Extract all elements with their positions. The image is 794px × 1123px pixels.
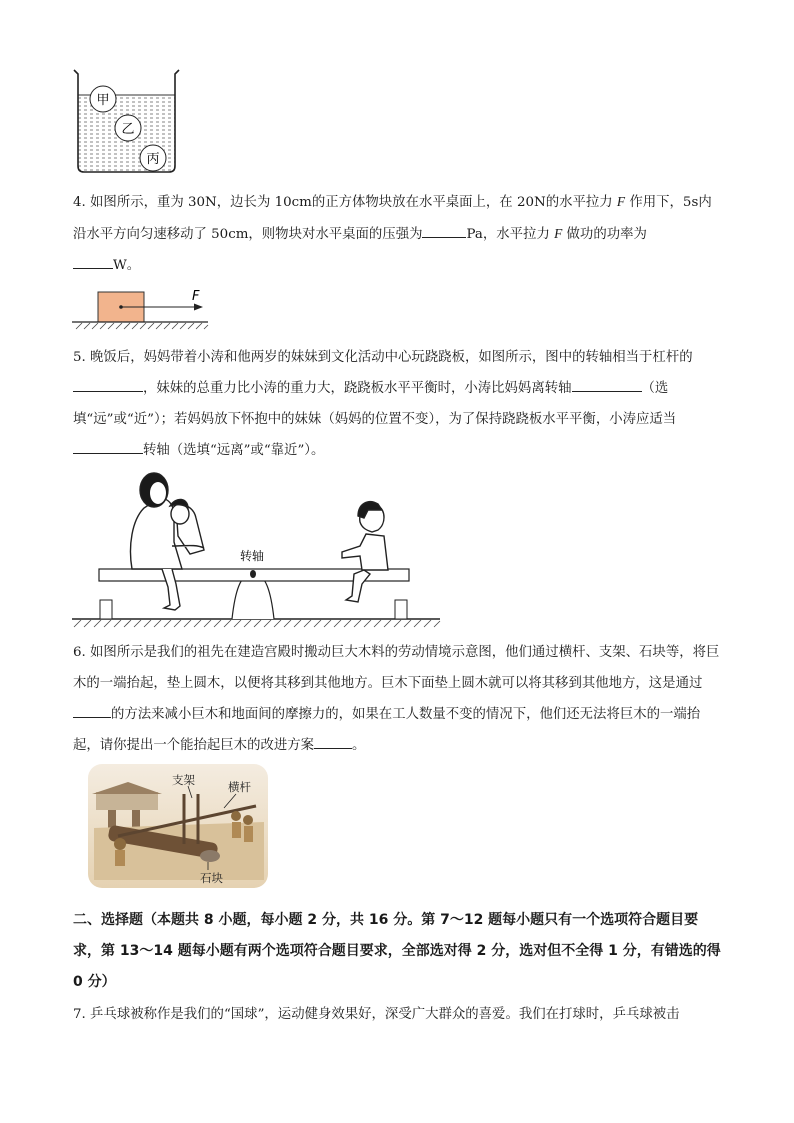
question-4: 4. 如图所示，重为 30N，边长为 10cm的正方体物块放在水平桌面上，在 20N的水平拉力 F 作用下，5s内沿水平方向匀速移动了 50cm，则物块对水平桌面的压强为 Pa，水平拉力 F 做功的功率为 W。 xyxy=(73,194,712,273)
block-force-figure xyxy=(72,284,212,332)
answer-blank[interactable] xyxy=(314,734,352,749)
question-7: 7. 乒乓球被称作是我们的“国球”，运动健身效果好，深受广大群众的喜爱。我们在打球时，乒乓球被击 xyxy=(73,1007,680,1022)
ball-jia-label: 甲 xyxy=(96,93,110,108)
boy-xiaotao xyxy=(342,502,388,602)
answer-blank[interactable] xyxy=(422,223,466,238)
ball-yi-label: 乙 xyxy=(121,122,135,137)
answer-blank[interactable] xyxy=(73,254,113,269)
label-bar: 横杆 xyxy=(228,780,251,794)
answer-blank[interactable] xyxy=(73,703,111,718)
section-2-heading: 二、选择题（本题共 8 小题，每小题 2 分，共 16 分。第 7～12 题每小题只有一个选项符合题目要求，第 13～14 题每小题有两个选项符合题目要求，全部选对得 2 分，选对但不全得 1 分，有错选的得 0 分） xyxy=(73,912,721,990)
label-support: 支架 xyxy=(172,773,195,787)
answer-blank[interactable] xyxy=(73,377,143,392)
pivot-label: 转轴 xyxy=(240,549,265,563)
label-stone: 石块 xyxy=(200,871,223,885)
ball-bing-label: 丙 xyxy=(146,152,160,167)
force-label: F xyxy=(192,289,200,304)
answer-blank[interactable] xyxy=(73,439,143,454)
mother-with-child xyxy=(131,473,205,610)
question-5: 5. 晚饭后，妈妈带着小涛和他两岁的妹妹到文化活动中心玩跷跷板，如图所示，图中的转轴相当于杠杆的，妹妹的总重力比小涛的重力大，跷跷板水平平衡时，小涛比妈妈离转轴 （选填“远”或“近”）；若妈妈放下怀抱中的妹妹（妈妈的位置不变），为了保持跷跷板水平平衡，小涛应适当转轴（选填“远离”或“靠近”）。 xyxy=(73,350,693,458)
seesaw-figure xyxy=(72,462,444,630)
answer-blank[interactable] xyxy=(572,377,642,392)
beaker-figure xyxy=(72,68,182,176)
question-6: 6. 如图所示是我们的祖先在建造宫殿时搬动巨大木料的劳动情境示意图，他们通过横杆、支架、石块等，将巨木的一端抬起，垫上圆木，以便将其移到其他地方。巨木下面垫上圆木就可以将其移到其他地方，这是通过的方法来减小巨木和地面间的摩擦力的，如果在工人数量不变的情况下，他们还无法将巨木的一端抬起，请你提出一个能抬起巨木的改进方案 。 xyxy=(73,645,720,753)
ancient-lever-figure xyxy=(88,764,268,888)
